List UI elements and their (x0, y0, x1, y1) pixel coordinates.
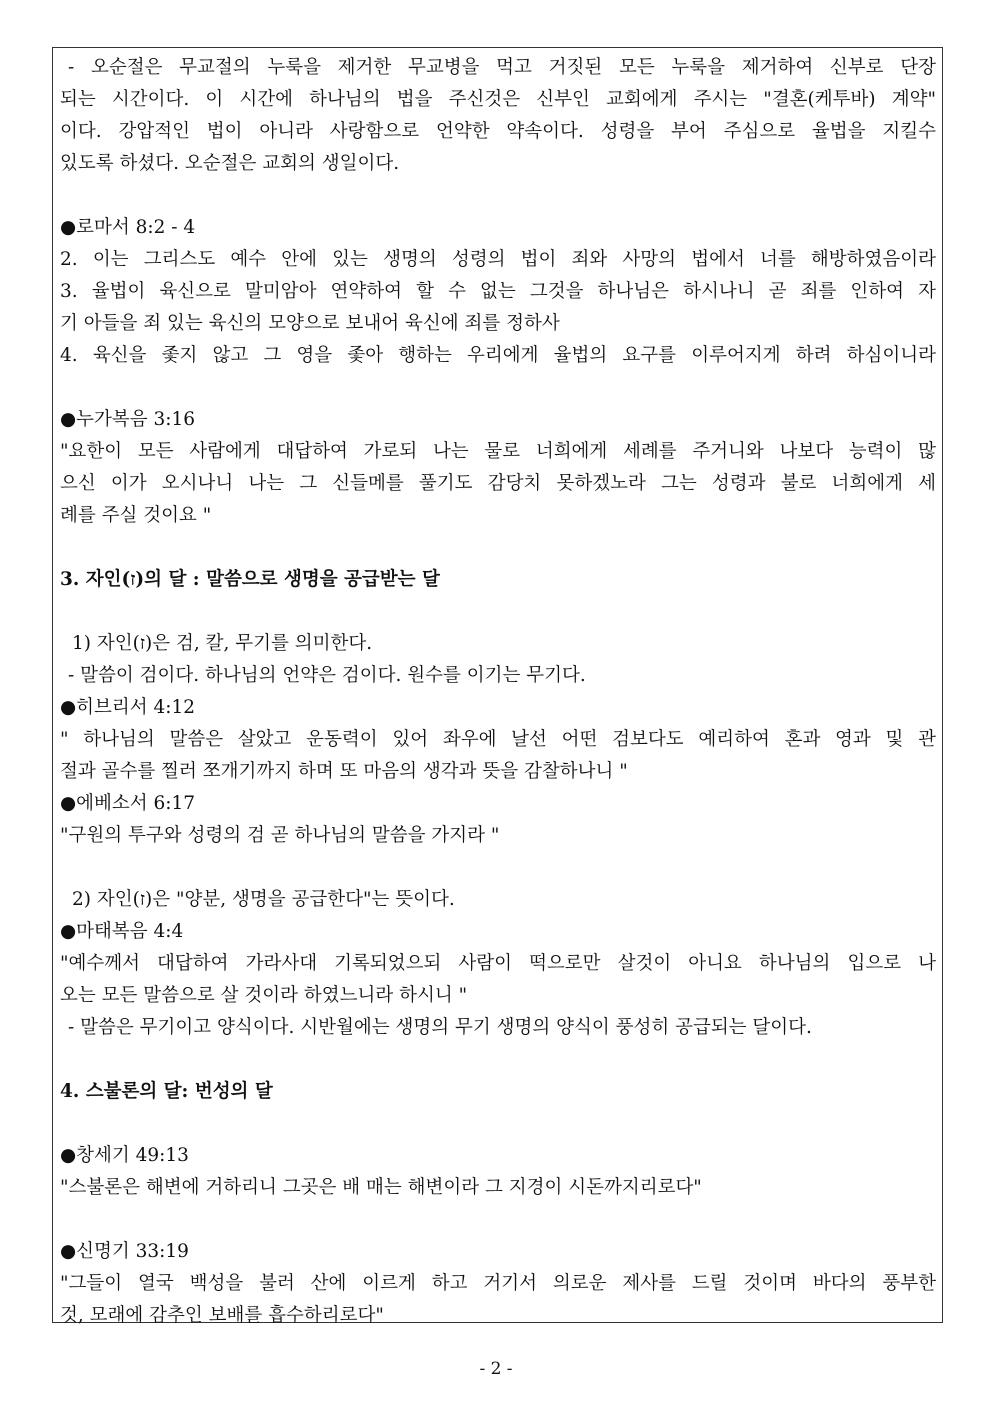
blank-line (60, 532, 936, 564)
paragraph-line: - 말씀이 검이다. 하나님의 언약은 검이다. 원수를 이기는 무기다. (68, 665, 586, 686)
verse-line: 오는 모든 말씀으로 살 것이라 하였느니라 하시니 " (60, 985, 468, 1006)
document-body (60, 52, 936, 1332)
verse-line: 4. 육신을 좇지 않고 그 영을 좇아 행하는 우리에게 율법의 요구를 이루어지게 하려 하심이니라 (60, 345, 936, 366)
subsection-line: 1) 자인(ז)은 검, 칼, 무기를 의미한다. (72, 633, 373, 654)
blank-line (60, 596, 936, 628)
verse-line: 기 아들을 죄 있는 육신의 모양으로 보내어 육신에 죄를 정하사 (60, 313, 560, 334)
blank-line (60, 1108, 936, 1140)
blank-line (60, 1204, 936, 1236)
scripture-reference: ●마태복음 4:4 (60, 921, 184, 942)
paragraph-line: 이다. 강압적인 법이 아니라 사랑함으로 언약한 약속이다. 성령을 부어 주심으로 율법을 지킬수 (60, 121, 936, 142)
blank-line (60, 1044, 936, 1076)
scripture-reference: ●누가복음 3:16 (60, 409, 196, 430)
scripture-reference: ●신명기 33:19 (60, 1241, 189, 1262)
verse-line: "스불론은 해변에 거하리니 그곳은 배 매는 해변이라 그 지경이 시돈까지리로다" (60, 1177, 702, 1198)
subsection-line: 2) 자인(ז)은 "양분, 생명을 공급한다"는 뜻이다. (72, 889, 455, 910)
scripture-reference: ●로마서 8:2 - 4 (60, 217, 196, 238)
page-number: - 2 - (479, 1359, 513, 1379)
scripture-reference: ●에베소서 6:17 (60, 793, 196, 814)
paragraph-line: - 말씀은 무기이고 양식이다. 시반월에는 생명의 무기 생명의 양식이 풍성히 공급되는 달이다. (68, 1017, 812, 1038)
verse-line: 절과 골수를 찔러 쪼개기까지 하며 또 마음의 생각과 뜻을 감찰하나니 " (60, 761, 628, 782)
verse-line: "그들이 열국 백성을 불러 산에 이르게 하고 거기서 의로운 제사를 드릴 것이며 바다의 풍부한 (60, 1273, 936, 1294)
verse-line: 2. 이는 그리스도 예수 안에 있는 생명의 성령의 법이 죄와 사망의 법에서 너를 해방하였음이라 (60, 249, 936, 270)
scripture-reference: ●창세기 49:13 (60, 1145, 189, 1166)
paragraph-line: 되는 시간이다. 이 시간에 하나님의 법을 주신것은 신부인 교회에게 주시는 "결혼(케투바) 계약" (60, 89, 936, 110)
verse-line: "요한이 모든 사람에게 대답하여 가로되 나는 물로 너희에게 세례를 주거니와 나보다 능력이 많 (60, 441, 936, 462)
section-heading: 3. 자인(ז)의 달 : 말씀으로 생명을 공급받는 달 (60, 569, 440, 590)
verse-line: "예수께서 대답하여 가라사대 기록되었으되 사람이 떡으로만 살것이 아니요 하나님의 입으로 나 (60, 953, 936, 974)
paragraph-line: - 오순절은 무교절의 누룩을 제거한 무교병을 먹고 거짓된 모든 누룩을 제거하여 신부로 단장 (68, 57, 936, 78)
paragraph-line: 있도록 하셨다. 오순절은 교회의 생일이다. (60, 153, 400, 174)
verse-line: 례를 주실 것이요 " (60, 505, 212, 526)
verse-line: 것, 모래에 감추인 보배를 흡수하리로다" (60, 1305, 384, 1326)
blank-line (60, 852, 936, 884)
verse-line: 3. 율법이 육신으로 말미암아 연약하여 할 수 없는 그것을 하나님은 하시나니 곧 죄를 인하여 자 (60, 281, 936, 302)
scripture-reference: ●히브리서 4:12 (60, 697, 196, 718)
blank-line (60, 180, 936, 212)
verse-line: " 하나님의 말씀은 살았고 운동력이 있어 좌우에 날선 어떤 검보다도 예리하여 혼과 영과 및 관 (60, 729, 936, 750)
verse-line: 으신 이가 오시나니 나는 그 신들메를 풀기도 감당치 못하겠노라 그는 성령과 불로 너희에게 세 (60, 473, 936, 494)
section-heading: 4. 스불론의 달: 번성의 달 (60, 1081, 273, 1102)
verse-line: "구원의 투구와 성령의 검 곧 하나님의 말씀을 가지라 " (60, 825, 500, 846)
blank-line (60, 372, 936, 404)
